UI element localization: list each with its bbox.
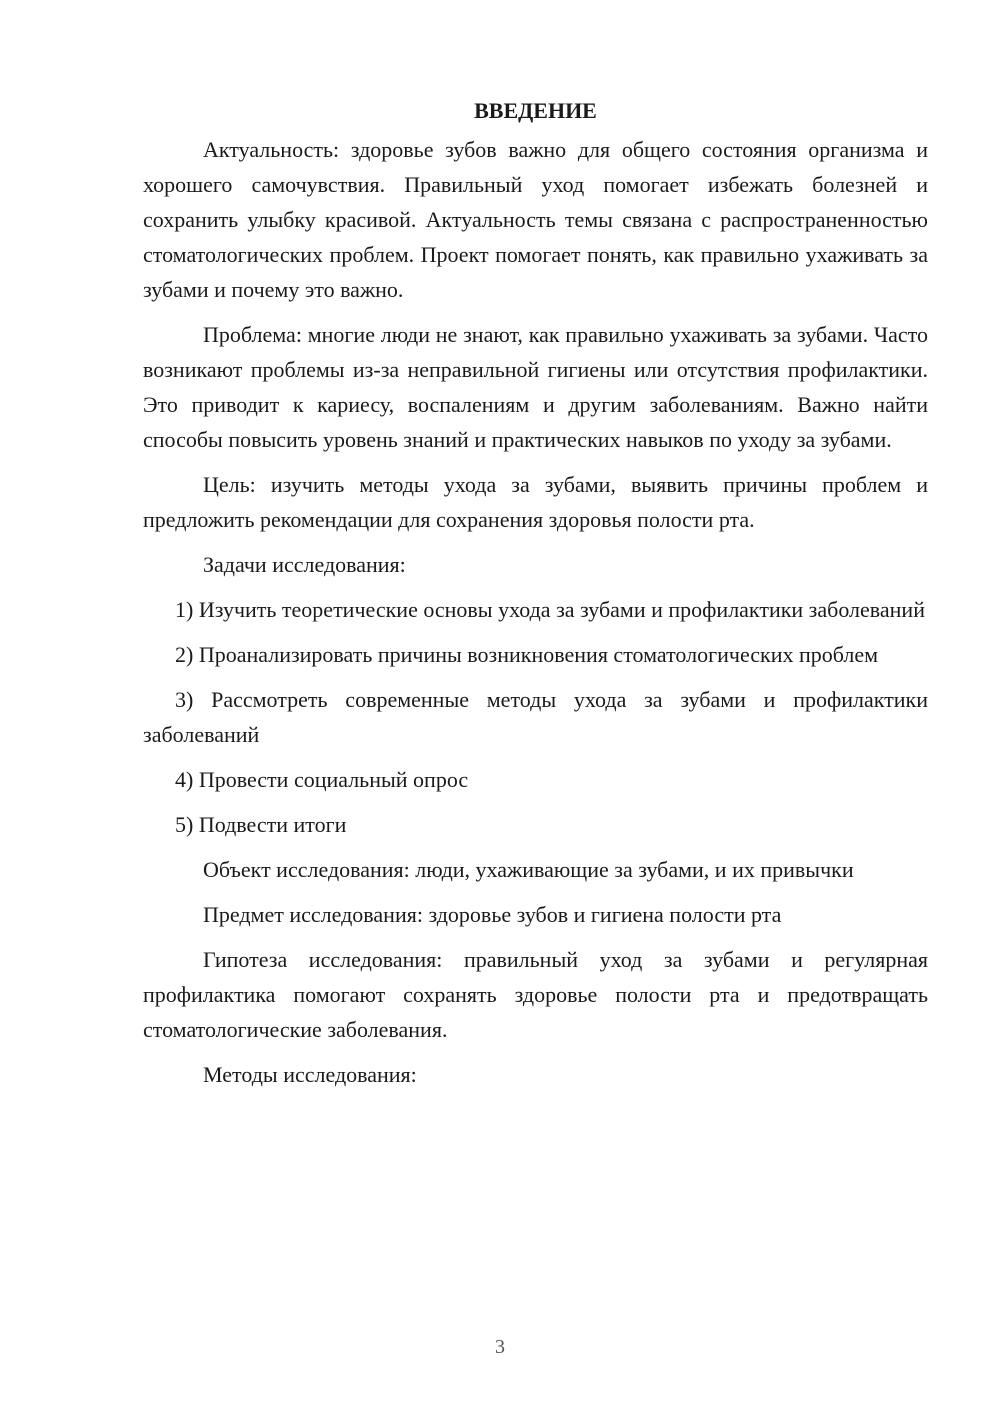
object-paragraph: Объект исследования: люди, ухаживающие за зубами, и их привычки: [203, 857, 854, 882]
task-item-1: 1) Изучить теоретические основы ухода за зубами и профилактики заболеваний: [175, 597, 925, 622]
task-item-2: 2) Проанализировать причины возникновения стоматологических проблем: [175, 642, 879, 667]
methods-heading: Методы исследования:: [203, 1062, 417, 1087]
relevance-paragraph: Актуальность: здоровье зубов важно для общего состояния организма и хорошего самочувствия. Правильный уход помогает избежать болезней и сохранить улыбку красивой. Актуальность темы связана с распространенностью стоматологических проблем. Проект помогает понять, как правильно ухаживать за зубами и почему это важно.: [143, 137, 928, 302]
document-body: [143, 93, 928, 1102]
task-item-5: 5) Подвести итоги: [175, 812, 347, 837]
section-title: ВВЕДЕНИЕ: [474, 98, 597, 123]
task-item-4: 4) Провести социальный опрос: [175, 767, 469, 792]
subject-paragraph: Предмет исследования: здоровье зубов и гигиена полости рта: [203, 902, 782, 927]
hypothesis-paragraph: Гипотеза исследования: правильный уход за зубами и регулярная профилактика помогают сохранять здоровье полости рта и предотвращать стоматологические заболевания.: [143, 947, 928, 1042]
problem-paragraph: Проблема: многие люди не знают, как правильно ухаживать за зубами. Часто возникают проблемы из-за неправильной гигиены или отсутствия профилактики. Это приводит к кариесу, воспалениям и другим заболеваниям. Важно найти способы повысить уровень знаний и практических навыков по уходу за зубами.: [143, 322, 928, 452]
task-item-3: 3) Рассмотреть современные методы ухода за зубами и профилактики заболеваний: [143, 687, 928, 747]
page-number: 3: [495, 1336, 505, 1358]
goal-paragraph: Цель: изучить методы ухода за зубами, выявить причины проблем и предложить рекомендации для сохранения здоровья полости рта.: [143, 472, 928, 532]
tasks-heading: Задачи исследования:: [203, 552, 406, 577]
